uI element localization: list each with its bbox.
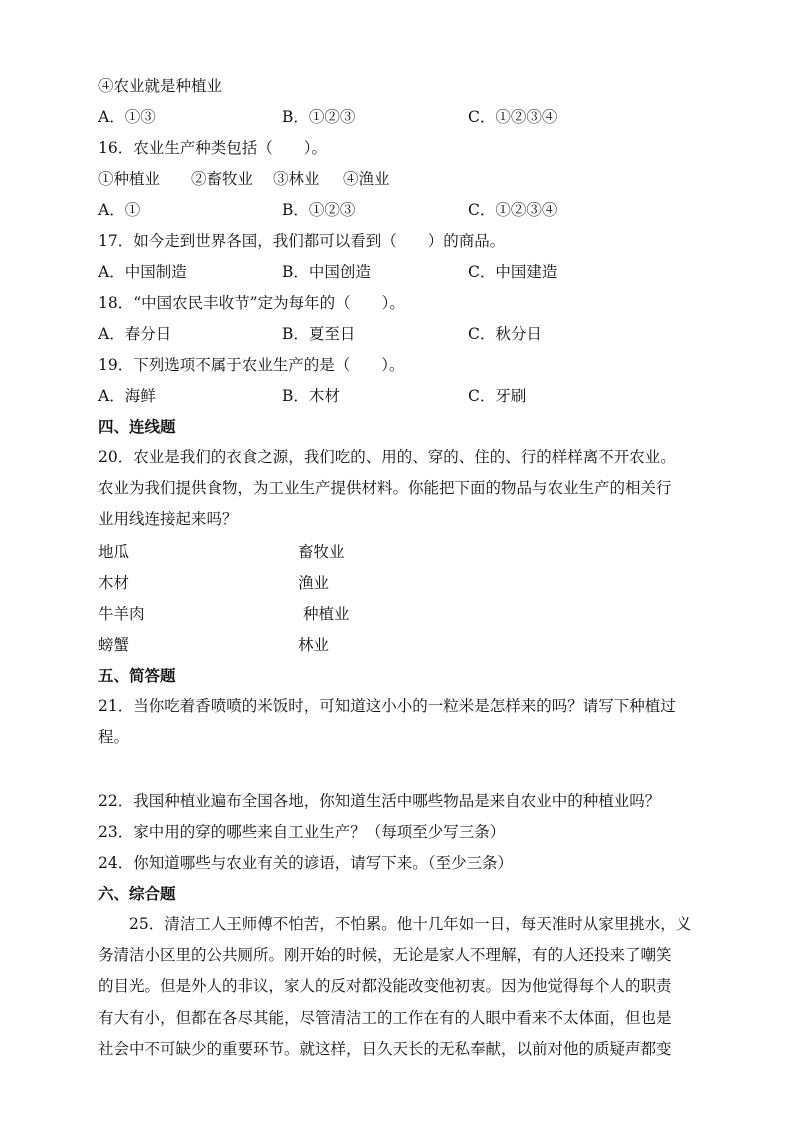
q20-item-right-2[interactable]: 渔业	[298, 574, 330, 592]
q16-option-c[interactable]: C．①②③④	[468, 201, 558, 219]
q22-stem: 22．我国种植业遍布全国各地，你知道生活中哪些物品是来自农业中的种植业吗？	[98, 792, 661, 810]
q18-option-c[interactable]: C．秋分日	[468, 325, 542, 343]
q20-item-left-4[interactable]: 螃蟹	[98, 636, 130, 654]
q16-stem: 16．农业生产种类包括（ ）。	[98, 139, 327, 157]
q20-item-right-1[interactable]: 畜牧业	[298, 543, 345, 561]
q17-stem: 17．如今走到世界各国，我们都可以看到（ ）的商品。	[98, 232, 506, 250]
q20-text	[98, 442, 698, 536]
q20-item-right-4[interactable]: 林业	[298, 636, 330, 654]
q25-line-3: 的目光。但是外人的非议，家人的反对都没能改变他初衷。因为他觉得每个人的职责	[98, 977, 672, 996]
q19-stem: 19．下列选项不属于农业生产的是（ ）。	[98, 356, 405, 374]
q15-option-c[interactable]: C．①②③④	[468, 108, 558, 126]
q20-item-left-1[interactable]: 地瓜	[98, 543, 130, 561]
q19-option-c[interactable]: C．牙刷	[468, 387, 527, 405]
q24-stem: 24．你知道哪些与农业有关的谚语，请写下来。（至少三条）	[98, 854, 513, 872]
q21-line-2: 程。	[98, 728, 130, 747]
q15-option-b[interactable]: B．①②③	[282, 108, 356, 126]
q18-option-b[interactable]: B．夏至日	[282, 325, 356, 343]
q16-option-b[interactable]: B．①②③	[282, 201, 356, 219]
q20-line-2: 农业为我们提供食物，为工业生产提供材料。你能把下面的物品与农业生产的相关行	[98, 479, 672, 498]
q17-option-a[interactable]: A．中国制造	[98, 263, 187, 281]
q15-option-a[interactable]: A．①③	[98, 108, 156, 126]
q15-item4: ④农业就是种植业	[98, 77, 223, 95]
q20-item-left-2[interactable]: 木材	[98, 574, 130, 592]
q17-option-b[interactable]: B．中国创造	[282, 263, 371, 281]
q21-text	[98, 691, 698, 753]
q17-option-c[interactable]: C．中国建造	[468, 263, 558, 281]
q16-option-a[interactable]: A．①	[98, 201, 141, 219]
q19-option-b[interactable]: B．木材	[282, 387, 340, 405]
q18-stem: 18．“中国农民丰收节”定为每年的（ ）。	[98, 294, 405, 312]
q23-stem: 23．家中用的穿的哪些来自工业生产？（每项至少写三条）	[98, 823, 506, 841]
section-heading-comprehensive: 六、综合题	[98, 885, 176, 903]
q20-line-3: 业用线连接起来吗？	[98, 510, 238, 529]
q25-line-4: 有大有小，但都在各尽其能，尽管清洁工的工作在有的人眼中看来不太体面，但也是	[98, 1008, 672, 1027]
q21-line-1: 21．当你吃着香喷喷的米饭时，可知道这小小的一粒米是怎样来的吗？请写下种植过	[98, 697, 676, 715]
q18-option-a[interactable]: A．春分日	[98, 325, 172, 343]
q16-choice-3: ③林业	[273, 170, 320, 188]
q16-choice-1: ①种植业	[98, 170, 161, 188]
q16-choice-4: ④渔业	[343, 170, 390, 188]
q20-line-1: 20．农业是我们的衣食之源，我们吃的、用的、穿的、住的、行的样样离不开农业。	[98, 448, 676, 466]
q25-line-2: 务清洁小区里的公共厕所。刚开始的时候，无论是家人不理解，有的人还投来了嘲笑	[98, 946, 672, 965]
q25-line-1: 25．清洁工人王师傅不怕苦，不怕累。他十几年如一日，每天准时从家里挑水，义	[129, 915, 692, 933]
q25-line-5: 社会中不可缺少的重要环节。就这样，日久天长的无私奉献，以前对他的质疑声都变	[98, 1039, 672, 1058]
section-heading-matching: 四、连线题	[98, 418, 176, 436]
q19-option-a[interactable]: A．海鲜	[98, 387, 156, 405]
q25-text	[98, 909, 698, 1065]
section-heading-short-answer: 五、简答题	[98, 667, 176, 685]
q20-item-right-3[interactable]: 种植业	[303, 605, 350, 623]
q16-choice-2: ②畜牧业	[191, 170, 254, 188]
q20-item-left-3[interactable]: 牛羊肉	[98, 605, 145, 623]
